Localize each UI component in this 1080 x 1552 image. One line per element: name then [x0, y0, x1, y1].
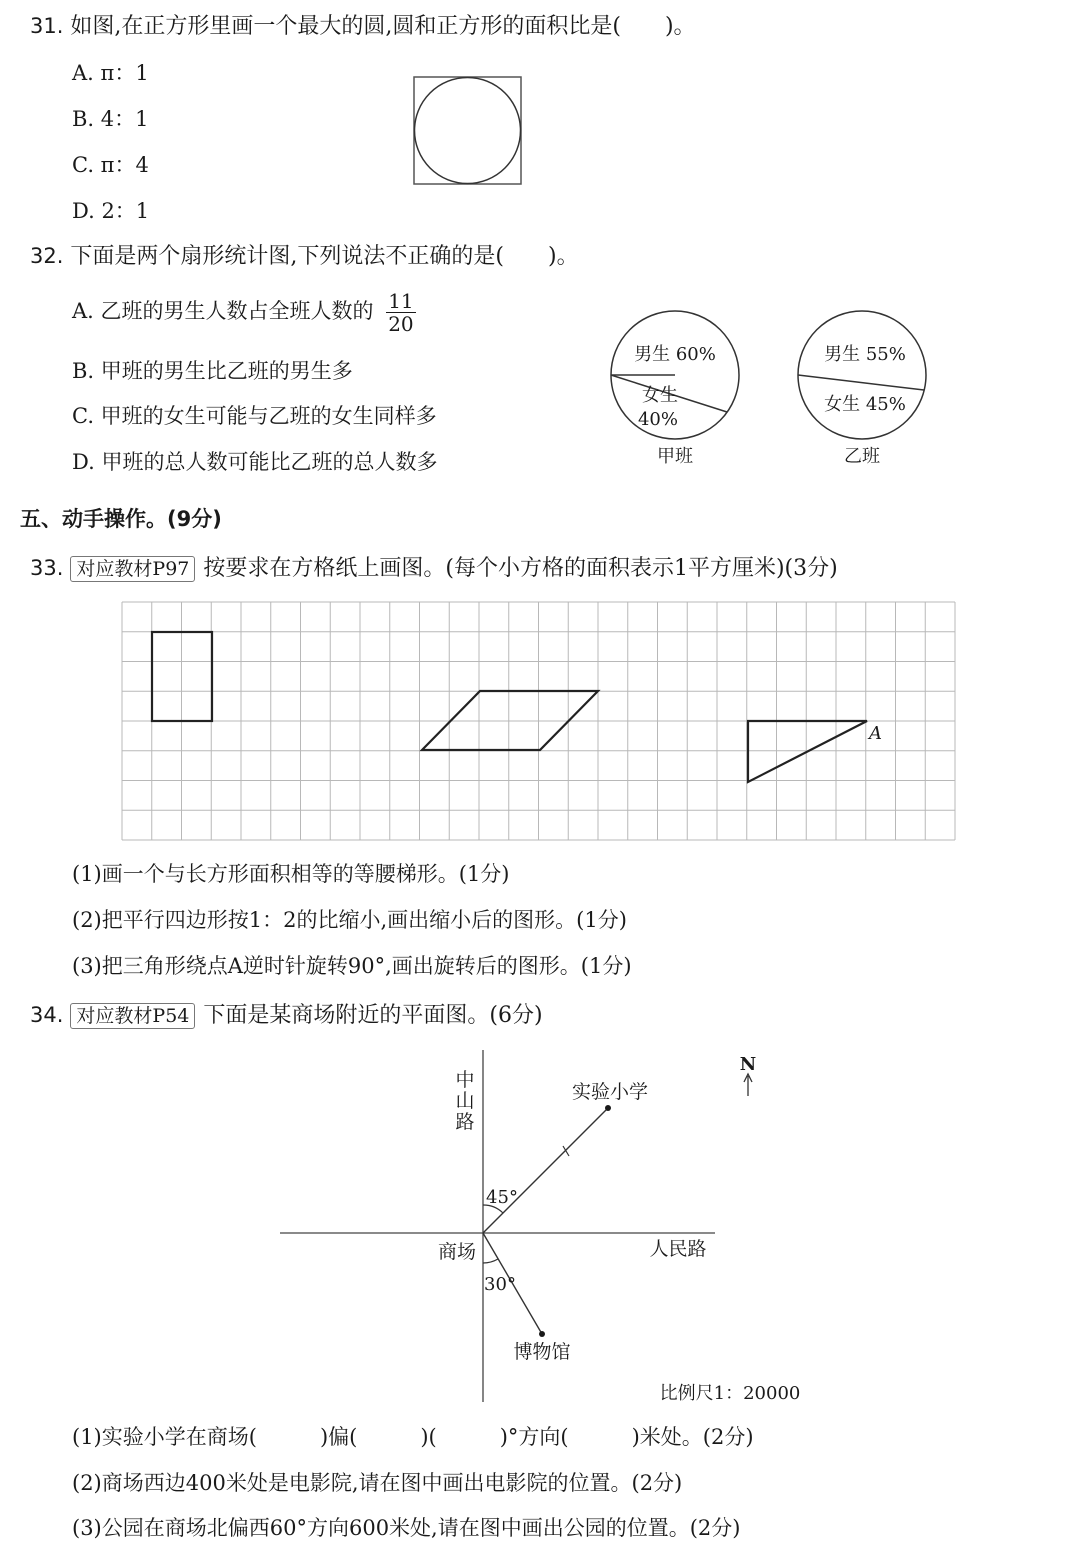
- q34-map: [270, 1040, 830, 1420]
- q34-number: 34.: [30, 1003, 64, 1027]
- road-v-char-3: 路: [455, 1111, 475, 1133]
- q32-fraction: [386, 290, 415, 335]
- q31-square-circle-figure: [413, 76, 523, 186]
- angle-30-arc: [483, 1259, 498, 1263]
- q32-pie-charts: [600, 300, 960, 480]
- q31-option-b: B. 4：1: [72, 107, 149, 131]
- section5-title: 五、动手操作。(9分): [20, 507, 222, 531]
- q33-grid-paper: [122, 602, 962, 842]
- angle-30-label: 30°: [484, 1274, 516, 1295]
- pie-class-jia: [611, 311, 739, 467]
- pie-jia-girls-label-1: 女生: [642, 385, 678, 406]
- q33-point-a-label: A: [869, 723, 882, 744]
- q31-circle: [415, 78, 521, 184]
- pie-jia-boys-label: 男生 60%: [634, 344, 716, 365]
- q33-sub-3: (3)把三角形绕点A逆时针旋转90°,画出旋转后的图形。(1分): [72, 954, 632, 978]
- q32-option-a-text: A. 乙班的男生人数占全班人数的: [72, 299, 374, 323]
- angle-45-label: 45°: [486, 1187, 518, 1208]
- pie-jia-class-label: 甲班: [657, 446, 693, 467]
- q31-number: 31.: [30, 14, 64, 38]
- q32-option-a: [72, 290, 416, 335]
- mall-label: 商场: [437, 1241, 477, 1263]
- q34-sub-3: (3)公园在商场北偏西60°方向600米处,请在图中画出公园的位置。(2分): [72, 1516, 741, 1540]
- q33-stem-text: 按要求在方格纸上画图。(每个小方格的面积表示1平方厘米)(3分): [203, 556, 838, 581]
- q31-option-a: A. π：1: [72, 61, 149, 85]
- q32-option-b: B. 甲班的男生比乙班的男生多: [72, 359, 353, 383]
- museum-point: [539, 1331, 545, 1337]
- q33-sub-1: (1)画一个与长方形面积相等的等腰梯形。(1分): [72, 862, 510, 886]
- q31-option-d: D. 2：1: [72, 199, 150, 223]
- museum-label: 博物馆: [513, 1341, 571, 1363]
- school-point: [605, 1105, 611, 1111]
- q32-option-c: C. 甲班的女生可能与乙班的女生同样多: [72, 404, 437, 428]
- pie-jia-girls-label-2: 40%: [637, 409, 679, 430]
- q31-stem: [30, 12, 696, 41]
- pie-yi-girls-label: 女生 45%: [824, 394, 906, 415]
- school-direction-line: [483, 1108, 608, 1233]
- q32-stem: [30, 242, 579, 271]
- road-v-char-2: 山: [455, 1090, 475, 1112]
- q34-sub-2: (2)商场西边400米处是电影院,请在图中画出电影院的位置。(2分): [72, 1471, 683, 1495]
- q34-stem-text: 下面是某商场附近的平面图。(6分): [203, 1003, 543, 1028]
- pie-class-yi: [798, 311, 926, 467]
- q31-option-c: C. π：4: [72, 153, 149, 177]
- north-label: N: [739, 1054, 757, 1075]
- q33-sub-2: (2)把平行四边形按1：2的比缩小,画出缩小后的图形。(1分): [72, 908, 627, 932]
- road-h-label: 人民路: [649, 1238, 707, 1260]
- school-label: 实验小学: [571, 1081, 649, 1103]
- q33-stem: [30, 554, 838, 583]
- q32-stem-text: 下面是两个扇形统计图,下列说法不正确的是( )。: [70, 244, 579, 269]
- q32-number: 32.: [30, 244, 64, 268]
- pie-yi-circle: [798, 311, 926, 439]
- pie-yi-boys-label: 男生 55%: [824, 344, 906, 365]
- q33-triangle: [748, 721, 867, 782]
- q33-number: 33.: [30, 556, 64, 580]
- q32-fraction-denominator: 20: [388, 312, 414, 336]
- q34-stem: [30, 1001, 543, 1030]
- pie-yi-divider: [798, 375, 924, 390]
- q32-option-d: D. 甲班的总人数可能比乙班的总人数多: [72, 450, 438, 474]
- q34-sub-1: (1)实验小学在商场( )偏( )( )°方向( )米处。(2分): [72, 1425, 754, 1449]
- q33-textbook-tag: 对应教材P97: [70, 556, 195, 582]
- q32-fraction-numerator: 11: [388, 289, 414, 313]
- q31-stem-text: 如图,在正方形里画一个最大的圆,圆和正方形的面积比是( )。: [70, 14, 696, 39]
- q34-textbook-tag: 对应教材P54: [70, 1003, 195, 1029]
- road-v-char-1: 中: [455, 1069, 475, 1091]
- pie-yi-class-label: 乙班: [844, 446, 880, 467]
- scale-label: 比例尺1：20000: [659, 1383, 801, 1404]
